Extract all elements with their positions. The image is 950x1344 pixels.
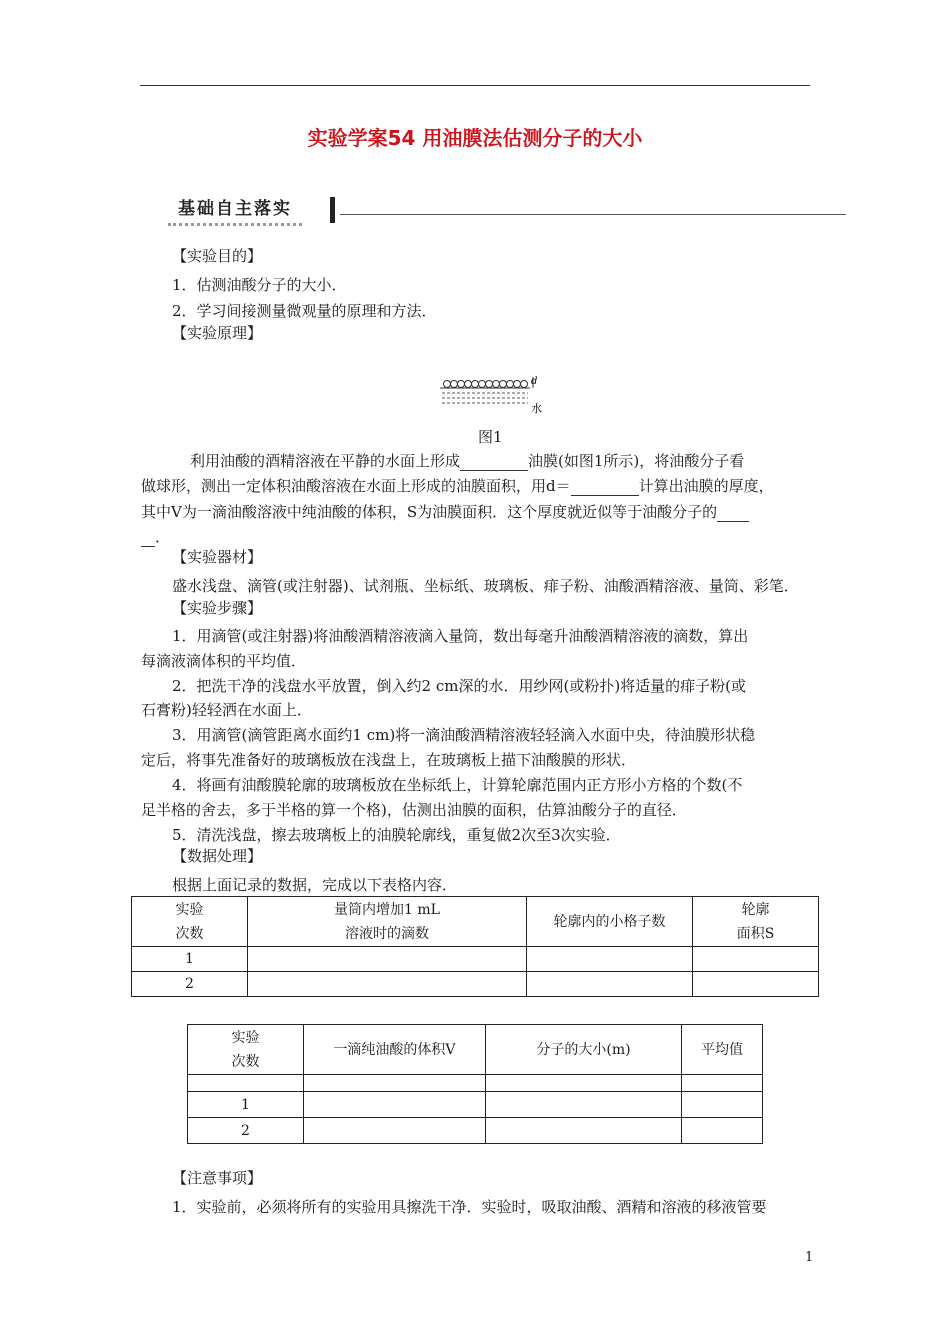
step-5-line-1: 5．清洗浅盘，擦去玻璃板上的油膜轮廓线，重复做2次至3次实验． [172,826,621,844]
fill-blank-3[interactable] [717,505,749,522]
table-row [188,1118,763,1144]
thickness-label: d [531,376,538,387]
fill-blank-2[interactable] [571,479,639,496]
table-row [188,1092,763,1118]
table-header-cell: 平均值 [682,1025,763,1075]
table-cell[interactable] [682,1075,763,1092]
step-4-line-1: 4．将画有油酸膜轮廓的玻璃板放在坐标纸上，计算轮廓范围内正方形小方格的个数(不 [172,776,743,794]
banner-label: 基础自主落实 [168,195,302,226]
table-cell: 1 [188,1092,304,1118]
data-table-2 [187,1024,763,1144]
section-heading-purpose: 【实验目的】 [172,247,263,265]
water-label: 水 [531,402,542,415]
section-heading-notes: 【注意事项】 [172,1169,263,1187]
table-cell: 2 [188,1118,304,1144]
oil-film-diagram [436,372,546,416]
table-row [132,972,819,997]
principle-line-4 [141,527,170,547]
fill-blank-1[interactable] [460,454,528,471]
figure-caption: 图1 [478,428,503,446]
banner-bar [330,197,335,223]
table-header-cell: 轮廓 面积S [693,897,819,947]
table-header-row [188,1025,763,1075]
table-cell[interactable] [693,947,819,972]
table-cell: 1 [132,947,248,972]
purpose-item-1: 1．估测油酸分子的大小． [172,276,347,294]
step-1-line-2: 每滴液滴体积的平均值． [141,652,307,670]
principle-text-1b: 油膜(如图1所示)，将油酸分子看 [528,452,745,470]
table-cell[interactable] [527,972,693,997]
table-header-cell: 轮廓内的小格子数 [527,897,693,947]
table-header-cell: 实验 次数 [188,1025,304,1075]
section-heading-principle: 【实验原理】 [172,324,263,342]
table-cell: 2 [132,972,248,997]
materials-list: 盛水浅盘、滴管(或注射器)、试剂瓶、坐标纸、玻璃板、痱子粉、油酸酒精溶液、量筒、彩笔． [172,577,799,595]
principle-text-3: 其中V为一滴油酸溶液中纯油酸的体积，S为油膜面积．这个厚度就近似等于油酸分子的 [141,503,718,521]
section-heading-steps: 【实验步骤】 [172,599,263,617]
table-header-row [132,897,819,947]
table-cell[interactable] [304,1075,486,1092]
table-row [188,1075,763,1092]
principle-text-1a: 利用油酸的酒精溶液在平静的水面上形成 [190,452,461,470]
section-banner [168,195,846,225]
table-row [132,947,819,972]
page-number: 1 [805,1250,814,1265]
step-3-line-2: 定后，将事先准备好的玻璃板放在浅盘上，在玻璃板上描下油酸膜的形状． [141,751,637,769]
table-header-cell: 量筒内增加1 mL 溶液时的滴数 [248,897,527,947]
step-3-line-1: 3．用滴管(滴管距离水面约1 cm)将一滴油酸酒精溶液轻轻滴入水面中央，待油膜形状稳 [172,726,756,744]
principle-line-2 [141,476,774,496]
table-header-cell: 分子的大小(m) [486,1025,682,1075]
table-header-cell: 实验 次数 [132,897,248,947]
table-cell[interactable] [248,972,527,997]
fill-blank-3-cont[interactable] [141,530,155,547]
principle-text-2a: 做球形，测出一定体积油酸溶液在水面上形成的油膜面积，用d＝ [141,477,571,495]
data-intro: 根据上面记录的数据，完成以下表格内容． [172,876,458,894]
step-2-line-2: 石膏粉)轻轻洒在水面上． [141,701,312,719]
step-1-line-1: 1．用滴管(或注射器)将油酸酒精溶液滴入量筒，数出每毫升油酸酒精溶液的滴数，算出 [172,627,749,645]
page-title: 实验学案54 用油膜法估测分子的大小 [307,126,643,150]
header-rule [140,85,810,86]
table-cell[interactable] [682,1092,763,1118]
table-cell[interactable] [527,947,693,972]
table-cell[interactable] [693,972,819,997]
table-cell[interactable] [486,1118,682,1144]
section-heading-data: 【数据处理】 [172,847,263,865]
table-cell[interactable] [486,1092,682,1118]
table-cell[interactable] [188,1075,304,1092]
table-cell[interactable] [486,1075,682,1092]
step-4-line-2: 足半格的舍去，多于半格的算一个格)，估测出油膜的面积，估算油酸分子的直径． [141,801,687,819]
table-cell[interactable] [682,1118,763,1144]
table-cell[interactable] [248,947,527,972]
table-cell[interactable] [304,1092,486,1118]
principle-text-4: ． [155,528,171,546]
section-heading-materials: 【实验器材】 [172,548,263,566]
table-cell[interactable] [304,1118,486,1144]
data-table-1 [131,896,819,997]
purpose-item-2: 2．学习间接测量微观量的原理和方法． [172,302,437,320]
banner-rule [340,214,846,215]
table-header-cell: 一滴纯油酸的体积V [304,1025,486,1075]
principle-line-3 [141,502,749,522]
notes-item-1: 1．实验前，必须将所有的实验用具擦洗干净．实验时，吸取油酸、酒精和溶液的移液管要 [172,1198,767,1216]
principle-text-2b: 计算出油膜的厚度， [638,477,774,495]
step-2-line-1: 2．把洗干净的浅盘水平放置，倒入约2 cm深的水．用纱网(或粉扑)将适量的痱子粉(或 [172,677,747,695]
principle-line-1 [190,451,744,471]
